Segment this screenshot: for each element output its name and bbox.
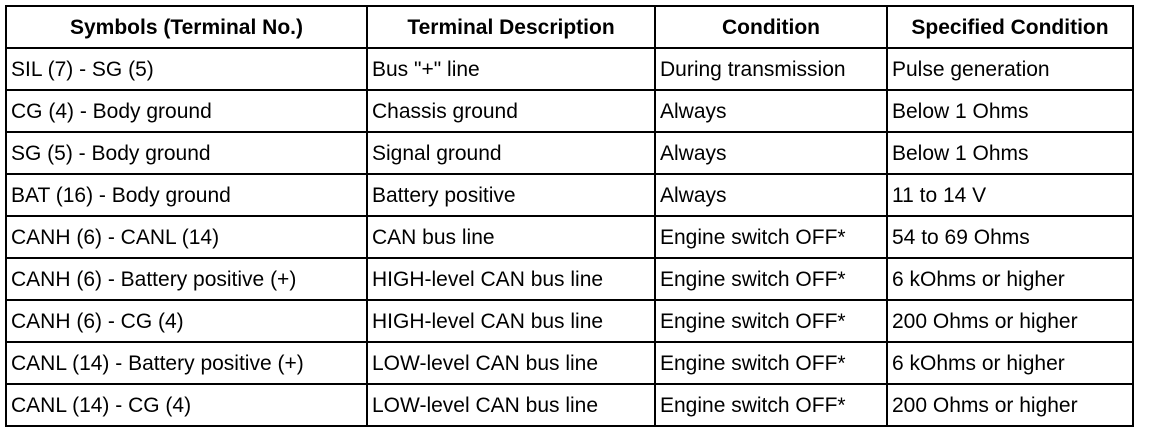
cell-condition: Engine switch OFF*	[655, 384, 887, 426]
cell-condition: During transmission	[655, 48, 887, 90]
cell-symbols: SIL (7) - SG (5)	[6, 48, 367, 90]
cell-symbols: CG (4) - Body ground	[6, 90, 367, 132]
cell-condition: Always	[655, 174, 887, 216]
header-condition: Condition	[655, 6, 887, 48]
cell-specified-condition: 200 Ohms or higher	[887, 300, 1133, 342]
table-row	[6, 216, 1133, 258]
cell-symbols: CANH (6) - CG (4)	[6, 300, 367, 342]
cell-terminal-description: LOW-level CAN bus line	[367, 384, 655, 426]
cell-condition: Always	[655, 132, 887, 174]
header-symbols: Symbols (Terminal No.)	[6, 6, 367, 48]
table-row	[6, 48, 1133, 90]
cell-terminal-description: HIGH-level CAN bus line	[367, 300, 655, 342]
cell-specified-condition: 6 kOhms or higher	[887, 258, 1133, 300]
cell-condition: Engine switch OFF*	[655, 300, 887, 342]
cell-specified-condition: 200 Ohms or higher	[887, 384, 1133, 426]
table-row	[6, 258, 1133, 300]
cell-condition: Engine switch OFF*	[655, 216, 887, 258]
cell-symbols: BAT (16) - Body ground	[6, 174, 367, 216]
table-header-row	[6, 6, 1133, 48]
header-terminal-description: Terminal Description	[367, 6, 655, 48]
cell-specified-condition: Below 1 Ohms	[887, 90, 1133, 132]
cell-terminal-description: LOW-level CAN bus line	[367, 342, 655, 384]
cell-symbols: CANL (14) - Battery positive (+)	[6, 342, 367, 384]
table-row	[6, 300, 1133, 342]
cell-condition: Engine switch OFF*	[655, 342, 887, 384]
table-row	[6, 132, 1133, 174]
cell-specified-condition: 54 to 69 Ohms	[887, 216, 1133, 258]
cell-specified-condition: Below 1 Ohms	[887, 132, 1133, 174]
cell-symbols: CANL (14) - CG (4)	[6, 384, 367, 426]
cell-terminal-description: Signal ground	[367, 132, 655, 174]
table-row	[6, 384, 1133, 426]
cell-symbols: CANH (6) - CANL (14)	[6, 216, 367, 258]
cell-symbols: CANH (6) - Battery positive (+)	[6, 258, 367, 300]
cell-symbols: SG (5) - Body ground	[6, 132, 367, 174]
cell-terminal-description: CAN bus line	[367, 216, 655, 258]
cell-condition: Always	[655, 90, 887, 132]
cell-terminal-description: HIGH-level CAN bus line	[367, 258, 655, 300]
cell-terminal-description: Chassis ground	[367, 90, 655, 132]
terminal-spec-table	[5, 5, 1134, 427]
cell-terminal-description: Battery positive	[367, 174, 655, 216]
cell-specified-condition: Pulse generation	[887, 48, 1133, 90]
cell-specified-condition: 11 to 14 V	[887, 174, 1133, 216]
cell-terminal-description: Bus "+" line	[367, 48, 655, 90]
header-specified-condition: Specified Condition	[887, 6, 1133, 48]
terminal-spec-table-container	[5, 5, 1134, 427]
table-row	[6, 90, 1133, 132]
cell-specified-condition: 6 kOhms or higher	[887, 342, 1133, 384]
table-row	[6, 174, 1133, 216]
table-row	[6, 342, 1133, 384]
cell-condition: Engine switch OFF*	[655, 258, 887, 300]
